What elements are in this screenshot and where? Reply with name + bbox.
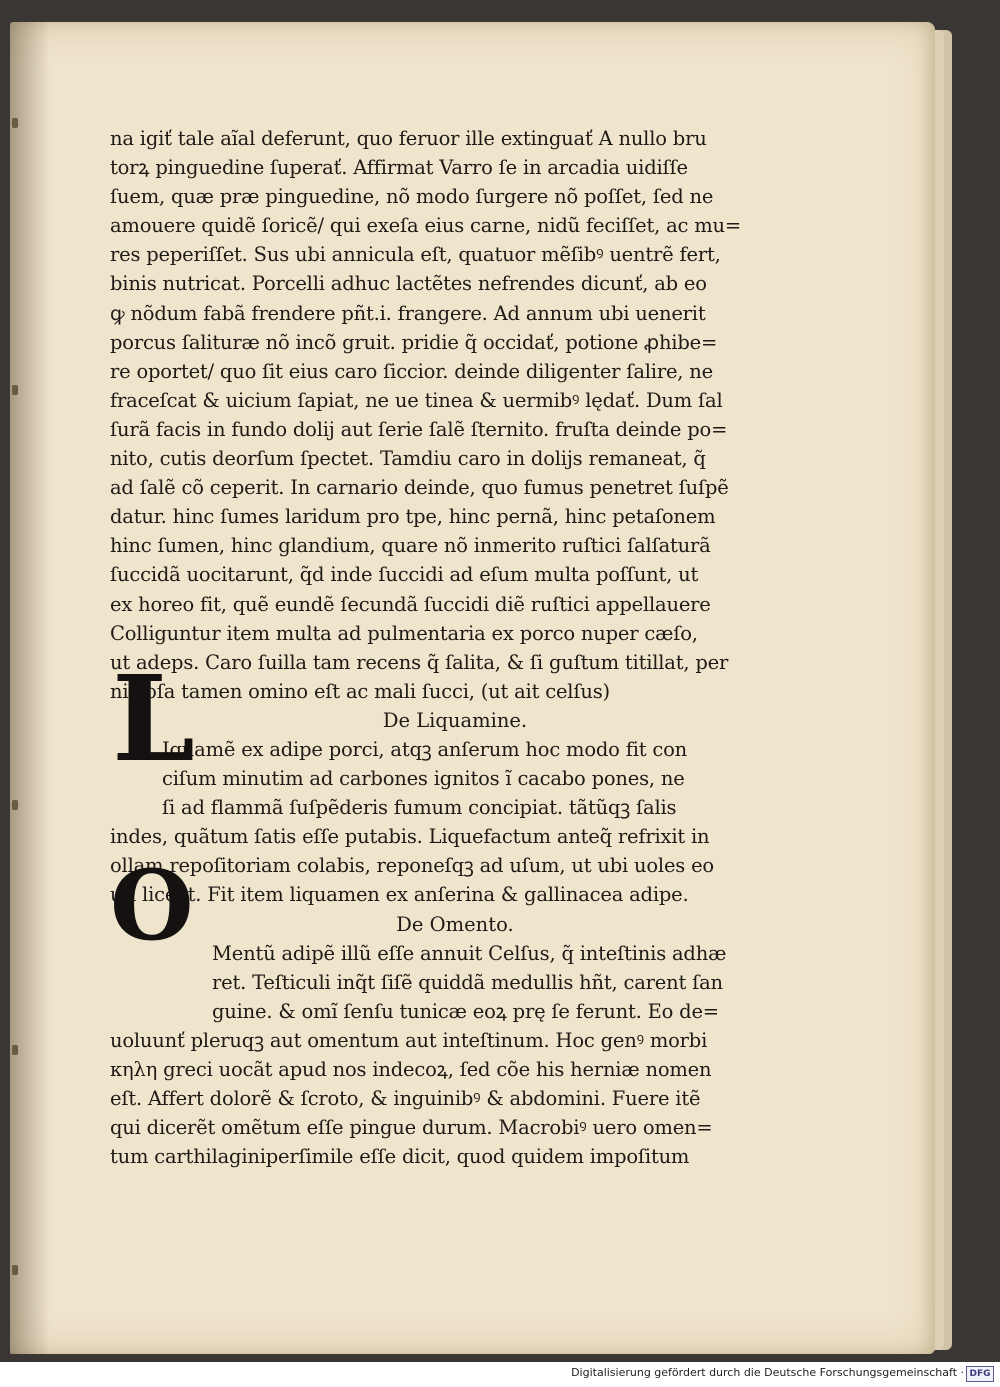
text-line: Iquamẽ ex adipe porci, atqꝫ anſerum hoc modo fit con xyxy=(162,737,687,761)
footer-bar xyxy=(0,1362,1000,1387)
text-line: ꝙ nõdum fabã frendere pñt.i. frangere. Ad annum ubi uenerit xyxy=(110,301,706,325)
text-line: uti liceat. Fit item liquamen ex anſerina & gallinacea adipe. xyxy=(110,883,689,907)
text-line: ſuem, quæ præ pinguedine, nõ modo ſurgere nõ poſſet, ſed ne xyxy=(110,185,714,209)
text-line: ſuccidã uocitarunt, q̃d inde ſuccidi ad eſum multa poſſunt, ut xyxy=(110,563,699,587)
drop-cap-o: O xyxy=(110,849,194,962)
binding-mark xyxy=(12,800,18,810)
text-line: torꝝ pinguedine ſuperať. Affirmat Varro ſe in arcadia uidiſſe xyxy=(110,156,688,180)
binding-mark xyxy=(12,385,18,395)
text-line: indes, quãtum ſatis eſſe putabis. Liquefactum anteq̃ refrixit in xyxy=(110,825,710,849)
text-line: eſt. Affert dolorẽ & ſcroto, & inguinibꝰ & abdomini. Fuere itẽ xyxy=(110,1087,701,1111)
text-line: nito, cutis deorſum ſpectet. Tamdiu caro in dolijs remaneat, q̃ xyxy=(110,447,706,471)
text-line: ex horeo fit, quẽ eundẽ ſecundã ſuccidi diẽ ruſtici appellauere xyxy=(110,592,711,616)
text-line: ciſum minutim ad carbones ignitos ĩ cacabo pones, ne xyxy=(162,767,685,791)
text-line: Colliguntur item multa ad pulmentaria ex porco nuper cæſo, xyxy=(110,621,698,645)
page-text-block xyxy=(110,124,770,1171)
text-line: re oportet/ quo ſit eius caro ſiccior. deinde diligenter ſalire, ne xyxy=(110,359,713,383)
binding-mark xyxy=(12,118,18,128)
liquamine-text-section xyxy=(110,735,770,910)
section-heading-omento: De Omento. xyxy=(396,912,514,936)
text-line: ret. Teſticuli inq̃t ſiſẽ quiddã medullis hñt, carent ſan xyxy=(212,970,723,994)
drop-cap-l: L xyxy=(112,649,195,788)
text-line: tum carthilaginiperſimile eſſe dicit, quod quidem impoſitum xyxy=(110,1145,690,1169)
body-text-section xyxy=(110,124,770,706)
footer-credit: Digitalisierung gefördert durch die Deutsche Forschungsgemeinschaft · xyxy=(571,1366,964,1379)
text-line: nicioſa tamen omino eſt ac mali ſucci, (ut ait celſus) xyxy=(110,679,610,703)
text-line: qui dicerẽt omẽtum eſſe pingue durum. Macrobiꝰ uero omen= xyxy=(110,1116,713,1140)
text-line: porcus ſalituræ nõ incõ gruit. pridie q̃ occidať, potione ꝓhibe= xyxy=(110,330,718,354)
text-line: binis nutricat. Porcelli adhuc lactẽtes nefrendes dicunť, ab eo xyxy=(110,272,707,296)
gutter-shadow xyxy=(10,22,50,1354)
text-line: Mentũ adipẽ illũ eſſe annuit Celſus, q̃ inteſtinis adhæ xyxy=(212,941,727,965)
text-line: ut adeps. Caro ſuilla tam recens q̃ ſalita, & ſi guſtum titillat, per xyxy=(110,650,729,674)
section-heading-liquamine: De Liquamine. xyxy=(382,708,528,732)
text-line: ſurã facis in fundo dolij aut ſerie ſalẽ ſternito. fruſta deinde po= xyxy=(110,417,728,441)
text-line: guine. & omĩ ſenſu tunicæ eoꝝ prę ſe ferunt. Eo de= xyxy=(212,999,719,1023)
text-line: κηλη greci uocãt apud nos indecoꝝ, ſed cõe his herniæ nomen xyxy=(110,1058,712,1081)
text-line: ad ſalẽ cõ ceperit. In carnario deinde, quo fumus penetret ſuſpẽ xyxy=(110,476,729,500)
text-line: ſi ad flammã ſuſpẽderis fumum concipiat. tãtũqꝫ ſalis xyxy=(162,796,677,820)
text-line: datur. hinc ſumes laridum pro tpe, hinc pernã, hinc petaſonem xyxy=(110,505,716,529)
text-line: amouere quidẽ ſoricẽ/ qui exeſa eius carne, nidũ feciſſet, ac mu= xyxy=(110,214,742,238)
binding-mark xyxy=(12,1045,18,1055)
text-line: hinc ſumen, hinc glandium, quare nõ inmerito ruſtici ſalſaturã xyxy=(110,534,711,558)
text-line: ollam repoſitoriam colabis, reponeſqꝫ ad uſum, ut ubi uoles eo xyxy=(110,854,714,878)
text-line: fraceſcat & uicium ſapiat, ne ue tinea & uermibꝰ lędať. Dum ſal xyxy=(110,388,723,412)
binding-mark xyxy=(12,1265,18,1275)
omento-text-section xyxy=(110,939,770,1172)
dfg-logo: DFG xyxy=(966,1366,994,1382)
text-line: na igiť tale aĩal deferunt, quo feruor ille extinguať A nullo bru xyxy=(110,127,707,150)
text-line: uoluunť pleruqꝫ aut omentum aut inteſtinum. Hoc genꝰ morbi xyxy=(110,1028,708,1052)
text-line: res peperiſſet. Sus ubi annicula eſt, quatuor mẽſibꝰ uentrẽ fert, xyxy=(110,243,721,267)
